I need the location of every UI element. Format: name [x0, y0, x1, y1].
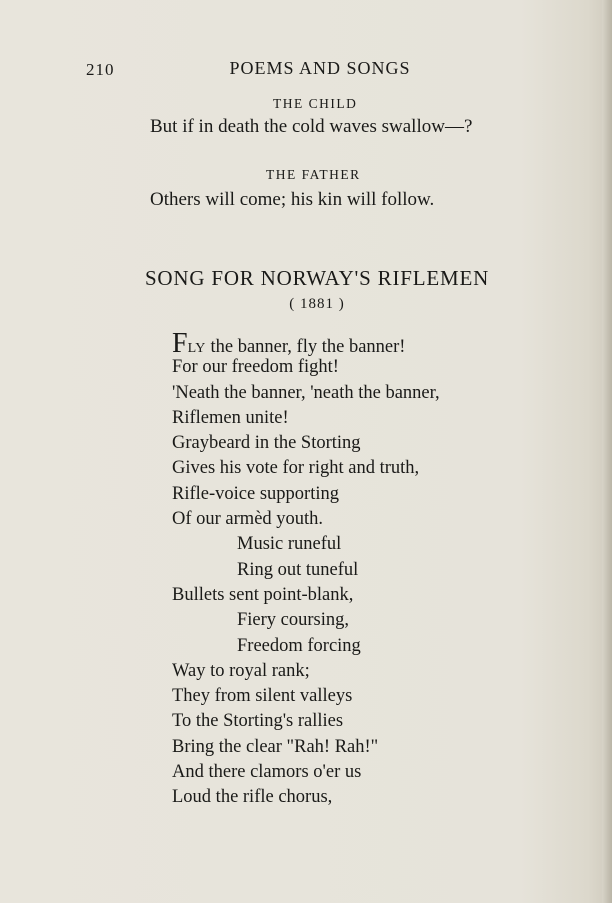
running-head: POEMS AND SONGS	[229, 58, 411, 78]
poem-line: To the Storting's rallies	[172, 711, 344, 732]
song-year: ( 1881 )	[289, 296, 345, 312]
poem-lines	[172, 355, 440, 810]
page-number: 210	[86, 60, 115, 79]
small-caps: LY	[187, 341, 206, 356]
poem-body	[172, 330, 440, 811]
speaker-child: THE CHILD	[273, 96, 358, 111]
poem-line: Bullets sent point-blank,	[172, 584, 354, 605]
dialogue-line-father: Others will come; his kin will follow.	[150, 189, 435, 210]
page-edge	[602, 0, 612, 903]
poem-line: Rifle-voice supporting	[172, 483, 339, 504]
drop-cap: F	[172, 328, 188, 359]
speaker-father: THE FATHER	[266, 167, 361, 182]
poem-line: For our freedom fight!	[172, 357, 339, 378]
poem-line: Graybeard in the Storting	[172, 433, 361, 454]
poem-line: Bring the clear "Rah! Rah!"	[172, 736, 379, 757]
poem-line: Fiery coursing,	[237, 610, 350, 631]
poem-line: They from silent valleys	[172, 686, 353, 707]
poem-line: Music runeful	[237, 534, 342, 555]
poem-line: Of our armèd youth.	[172, 509, 324, 530]
poem-line: Riflemen unite!	[172, 407, 289, 428]
first-line-rest: the banner, fly the banner!	[205, 337, 406, 357]
dialogue-line-child: But if in death the cold waves swallow—?	[150, 116, 473, 137]
poem-line: 'Neath the banner, 'neath the banner,	[172, 382, 440, 403]
poem-line: And there clamors o'er us	[172, 762, 362, 783]
poem-line: Way to royal rank;	[172, 660, 310, 681]
poem-line: Gives his vote for right and truth,	[172, 458, 420, 479]
song-title: SONG FOR NORWAY'S RIFLEMEN	[144, 266, 490, 290]
poem-line	[172, 328, 440, 359]
poem-line: Ring out tuneful	[237, 559, 359, 580]
poem-line: Freedom forcing	[237, 635, 361, 656]
poem-line: Loud the rifle chorus,	[172, 787, 333, 808]
